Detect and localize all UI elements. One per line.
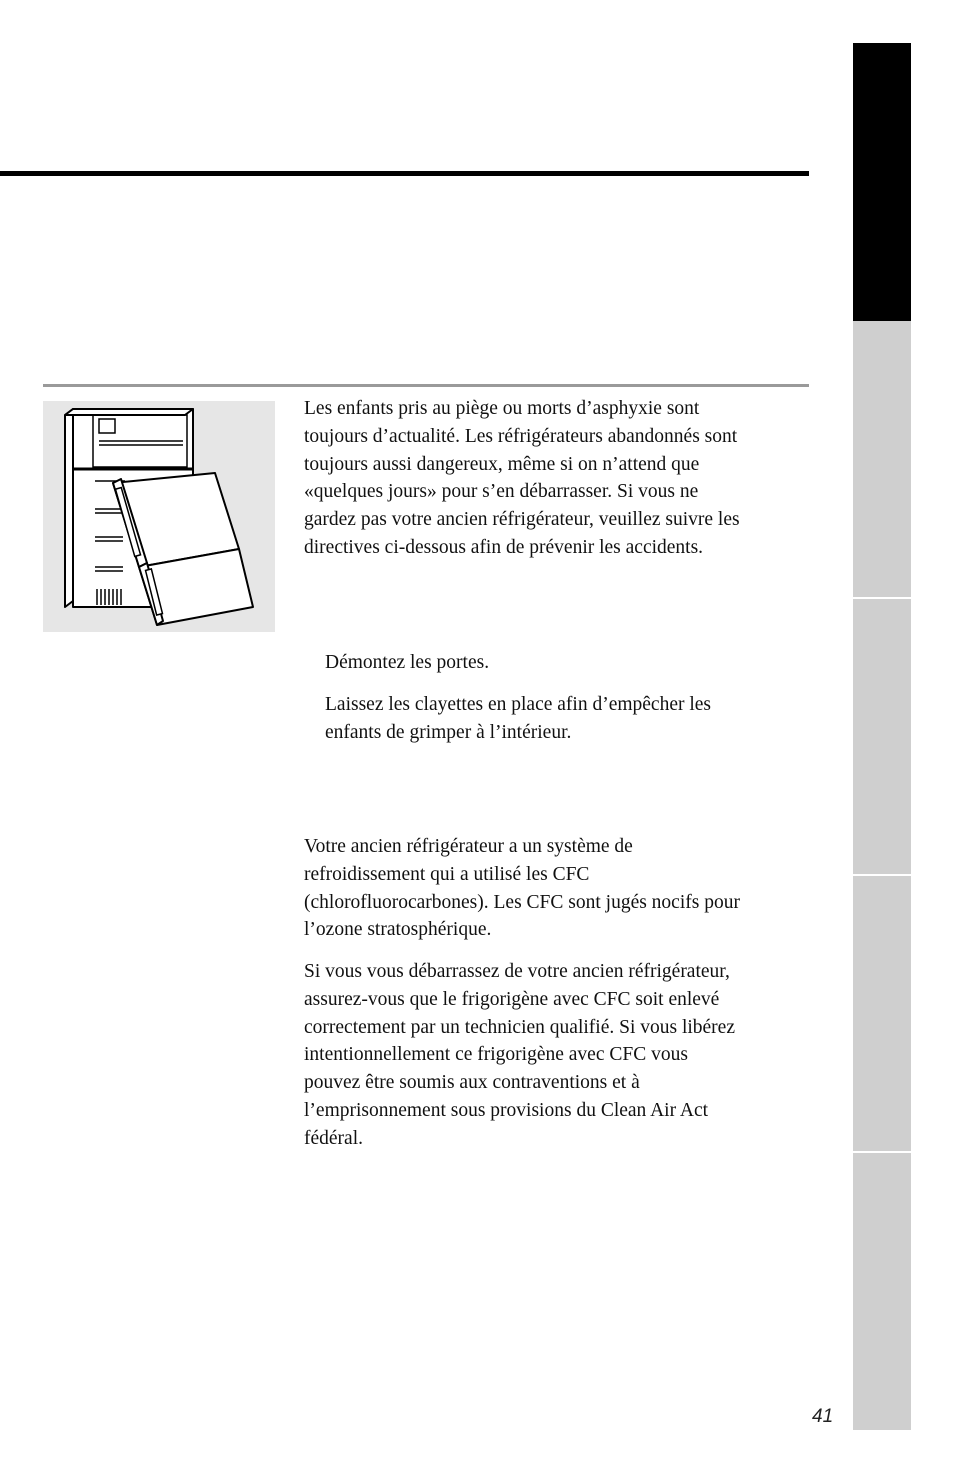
instruction-leave-shelves: Laissez les clayettes en place afin d’empêcher les enfants de grimper à l’intérieur. xyxy=(325,694,712,743)
section-tab xyxy=(853,599,911,874)
instruction-remove-doors: Démontez les portes. xyxy=(325,652,490,673)
refrigerator-doors-removed-icon xyxy=(43,401,275,632)
cfc-disposal-paragraph: Si vous vous débarrassez de votre ancien réfrigérateur, assurez-vous que le frigorigène avec CFC soit enlevé correctement par un technicien qualifié. Si vous libérez intentionnellement ce frigorigène avec CFC vous pouvez être soumis aux contraventions et à l’emprisonnement sous provisions du Clean Air Act fédéral. xyxy=(304,961,735,1149)
section-divider xyxy=(43,384,809,387)
refrigerator-illustration xyxy=(43,401,275,632)
section-tab xyxy=(853,1153,911,1430)
section-tab xyxy=(853,321,911,597)
page-number: 41 xyxy=(812,1406,834,1427)
intro-paragraph: Les enfants pris au piège ou morts d’asphyxie sont toujours d’actualité. Les réfrigérateurs abandonnés sont toujours aussi dangereux, même si on n’attend que «quelques jours» pour s’en débarrasser. Si vous ne gardez pas votre ancien réfrigérateur, veuillez suivre les directives ci-dessous afin de prévenir les accidents. xyxy=(304,398,740,558)
section-tab-active xyxy=(853,43,911,321)
header-rule xyxy=(0,171,809,176)
cfc-paragraph: Votre ancien réfrigérateur a un système de refroidissement qui a utilisé les CFC (chlorofluorocarbones). Les CFC sont jugés nocifs pour l’ozone stratosphérique. xyxy=(304,836,740,941)
section-tab xyxy=(853,876,911,1151)
